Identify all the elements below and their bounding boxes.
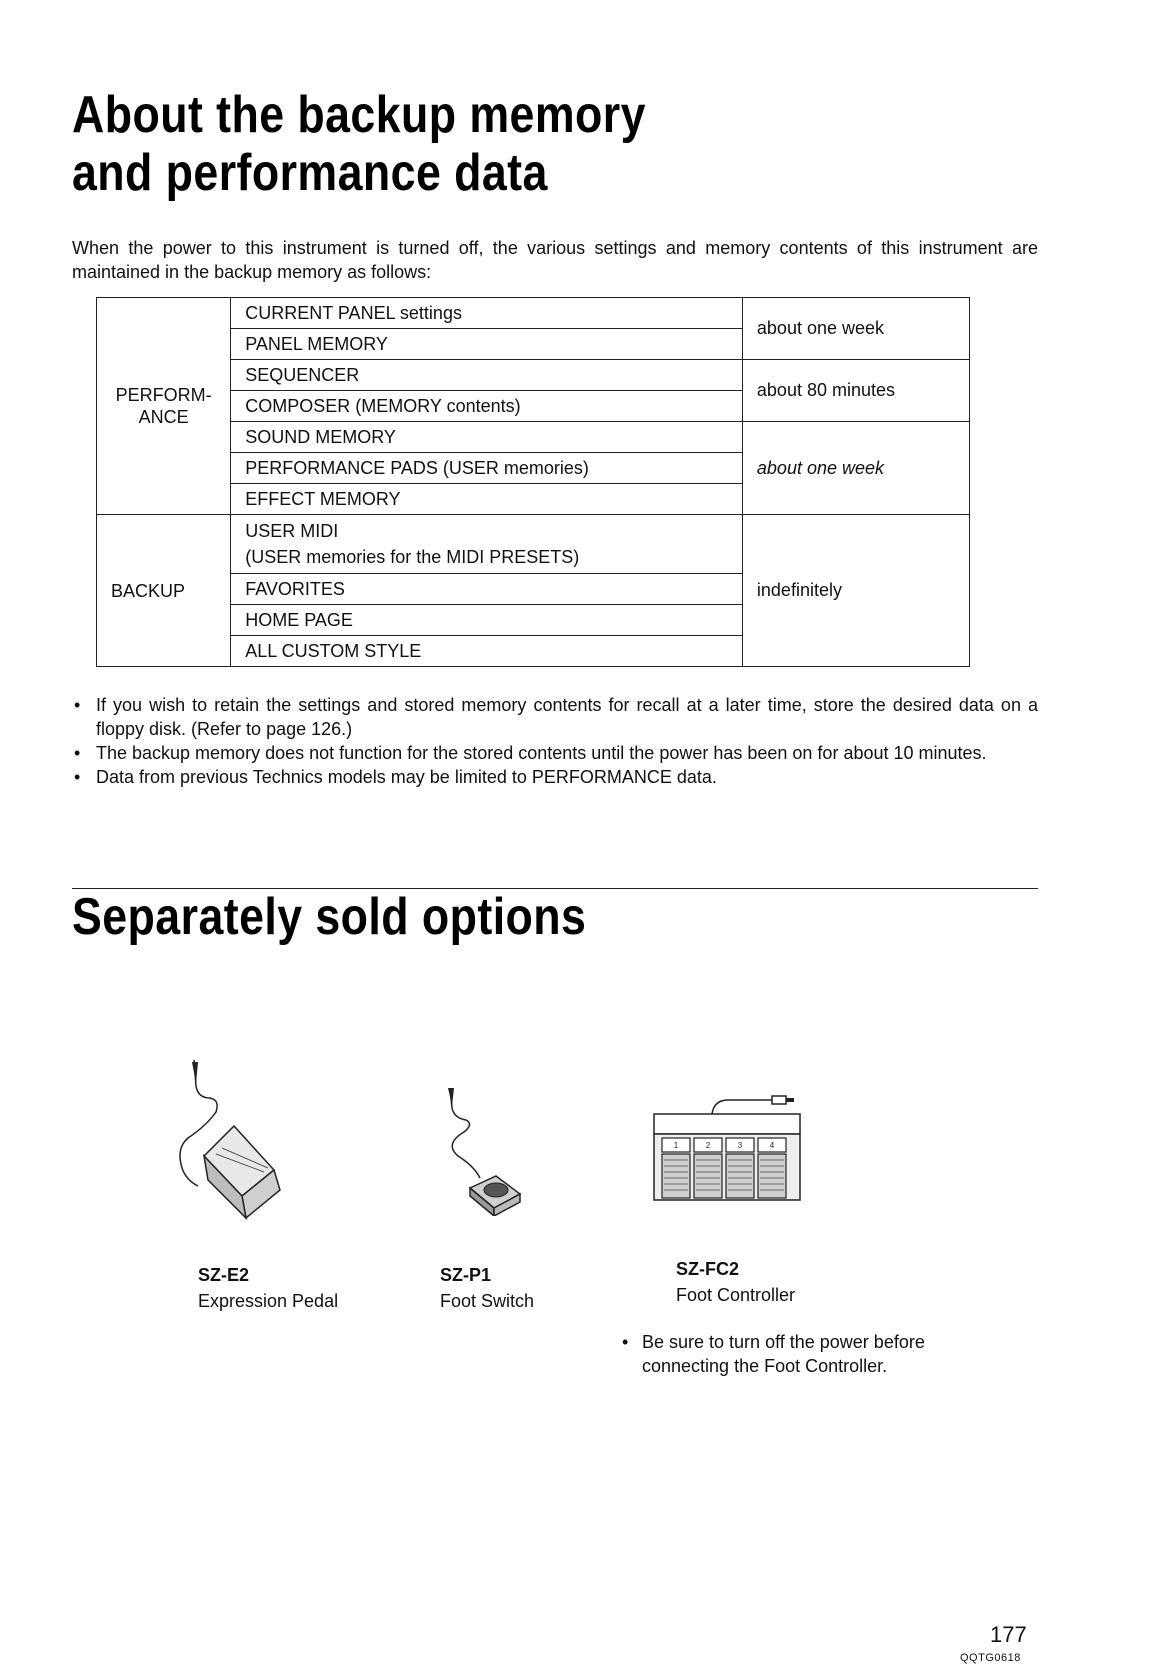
- category-label: PERFORM-: [115, 385, 212, 405]
- foot-controller-note: [622, 1330, 1002, 1378]
- svg-text:1: 1: [673, 1141, 679, 1150]
- svg-text:2: 2: [705, 1141, 711, 1150]
- section-title-backup: [72, 86, 646, 202]
- category-label: ANCE: [138, 407, 189, 427]
- table-item: ALL CUSTOM STYLE: [231, 636, 743, 667]
- duration-cell: about 80 minutes: [742, 360, 969, 422]
- table-item: PERFORMANCE PADS (USER memories): [231, 453, 743, 484]
- category-backup: BACKUP: [97, 515, 231, 667]
- product-code: SZ-P1: [440, 1265, 492, 1285]
- note-text: The backup memory does not function for the stored contents until the power has been on for about 10 minutes.: [96, 743, 987, 763]
- duration-text: about one week: [756, 457, 885, 478]
- product-sz-p1: [440, 1262, 534, 1314]
- title-line: and performance data: [72, 144, 548, 203]
- table-row: [97, 515, 970, 574]
- list-item: [72, 765, 1038, 789]
- table-item: FAVORITES: [231, 574, 743, 605]
- svg-text:4: 4: [769, 1141, 775, 1150]
- title-line: Separately sold options: [72, 888, 587, 946]
- notes-list: [72, 693, 1038, 789]
- table-row: [97, 298, 970, 329]
- list-item: [72, 741, 1038, 765]
- bullet-icon: •: [74, 695, 81, 715]
- product-sz-fc2: [676, 1256, 795, 1308]
- list-item: [72, 693, 1038, 741]
- bullet-icon: •: [74, 767, 81, 787]
- product-code: SZ-E2: [198, 1265, 250, 1285]
- table-item: [231, 515, 743, 574]
- note-text: Be sure to turn off the power before connecting the Foot Controller.: [642, 1332, 925, 1376]
- note-text: If you wish to retain the settings and stored memory contents for recall at a later time, store the desired data on a floppy disk. (Refer to page 126.): [96, 695, 1038, 739]
- product-name: Foot Controller: [676, 1285, 796, 1305]
- item-sublabel: (USER memories for the MIDI PRESETS): [245, 547, 580, 567]
- title-line: About the backup memory: [72, 86, 646, 144]
- table-item: SOUND MEMORY: [231, 422, 743, 453]
- backup-memory-table: [96, 297, 970, 667]
- document-code: QQTG0618: [960, 1652, 1021, 1664]
- duration-cell: [742, 422, 969, 515]
- section-title-options: [72, 888, 586, 946]
- table-item: EFFECT MEMORY: [231, 484, 743, 515]
- page-number: 177: [990, 1622, 1027, 1647]
- table-item: PANEL MEMORY: [231, 329, 743, 360]
- table-item: HOME PAGE: [231, 605, 743, 636]
- foot-switch-illustration: [440, 1086, 540, 1216]
- expression-pedal-illustration: [176, 1056, 316, 1236]
- product-name: Foot Switch: [440, 1291, 535, 1311]
- note-text: Data from previous Technics models may be limited to PERFORMANCE data.: [96, 767, 717, 787]
- product-code: SZ-FC2: [676, 1259, 739, 1279]
- intro-paragraph: When the power to this instrument is turned off, the various settings and memory contents of this instrument are maintained in the backup memory as follows:: [72, 238, 1038, 282]
- category-performance: [97, 298, 231, 515]
- bullet-icon: •: [622, 1332, 629, 1352]
- item-label: USER MIDI: [245, 521, 339, 541]
- product-sz-e2: [198, 1262, 338, 1314]
- table-item: SEQUENCER: [231, 360, 743, 391]
- product-name: Expression Pedal: [198, 1291, 339, 1311]
- table-item: COMPOSER (MEMORY contents): [231, 391, 743, 422]
- svg-text:3: 3: [737, 1141, 743, 1150]
- foot-controller-illustration: [652, 1086, 802, 1206]
- duration-cell: indefinitely: [742, 515, 969, 667]
- duration-cell: about one week: [742, 298, 969, 360]
- table-item: CURRENT PANEL settings: [231, 298, 743, 329]
- bullet-icon: •: [74, 743, 81, 763]
